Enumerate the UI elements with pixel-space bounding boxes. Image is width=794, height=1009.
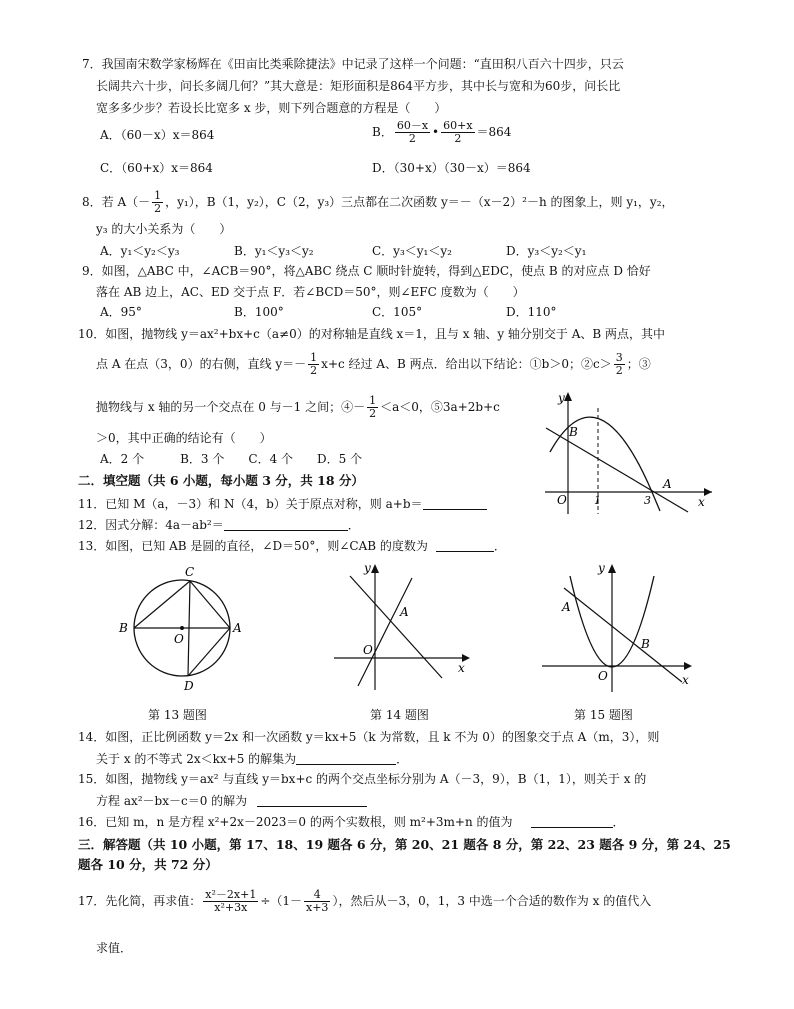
q12-answer-blank[interactable] <box>224 518 348 531</box>
fig14-caption: 第 14 题图 <box>370 708 429 722</box>
q10-options: A．2 个 B．3 个 C．4 个 D．5 个 <box>100 452 363 466</box>
q10-fig-3-label: 3 <box>644 494 651 507</box>
q17-line1: 17．先化简，再求值： $\frac{\text{x²－2x+1}}{\text{x²+3x}}$ ÷（1－ $\frac{4}{x+3}$ ），然后从－3，0，1，3 中选一个合适的数作为 x 的值代入 <box>78 888 652 914</box>
q7-line2: 长阔共六十步，问长多阔几何？”其大意是：矩形面积是864平方步，其中长与宽和为60步，问长比 <box>96 79 621 93</box>
q10-fig-x-label: x <box>698 495 705 509</box>
q10-line2: 点 A 在点（3，0）的右侧，直线 y＝－ $\frac{1}{2}$ x+c 经过 A、B 两点．给出以下结论：①b＞0；②c＞ $\frac{3}{2}$ ；③ <box>96 351 651 377</box>
q9-line1: 9．如图，△ABC 中，∠ACB＝90°，将△ABC 绕点 C 顺时针旋转，得到△EDC，使点 B 的对应点 D 恰好 <box>82 264 651 278</box>
q7-option-c: C．（60+x）x＝864 <box>100 161 213 175</box>
q7-option-b: B． $\frac{60-x}{2}$ • $\frac{60+x}{2}$ ＝864 <box>372 119 512 145</box>
q8-option-b: B．y₁＜y₃＜y₂ <box>234 244 314 258</box>
fig14-A-label: A <box>400 605 409 619</box>
fig14-x-label: x <box>458 661 465 675</box>
q15-line2: 方程 ax²－bx－c＝0 的解为 <box>96 793 367 809</box>
fig14-O-label: O <box>363 643 373 657</box>
fig13-D-label: D <box>184 679 194 693</box>
fig13-A-label: A <box>233 621 242 635</box>
q8-option-d: D．y₃＜y₂＜y₁ <box>506 244 587 258</box>
fig14-y-label: y <box>364 561 371 575</box>
q13-answer-blank[interactable] <box>436 539 494 552</box>
q8-option-a: A．y₁＜y₂＜y₃ <box>100 244 180 258</box>
q10-line3: 抛物线与 x 轴的另一个交点在 0 与－1 之间；④－ $\frac{1}{2}$ ＜a＜0，⑤3a+2b+c <box>96 394 500 420</box>
q10-line4: ＞0，其中正确的结论有（ ） <box>96 431 272 445</box>
fig15-O-label: O <box>598 669 608 683</box>
fig15-x-label: x <box>682 673 689 687</box>
q7-option-d: D．（30+x）（30－x）＝864 <box>372 161 531 175</box>
q10-fig-1-label: 1 <box>594 494 601 507</box>
q8-line2: y₃ 的大小关系为（ ） <box>96 222 232 236</box>
fig13-O-label: O <box>174 632 184 646</box>
q9-option-a: A．95° <box>100 305 142 319</box>
q10-line1: 10．如图，抛物线 y＝ax²+bx+c（a≠0）的对称轴是直线 x＝1，且与 x 轴、y 轴分别交于 A、B 两点，其中 <box>78 327 666 341</box>
fig15-B-label: B <box>641 637 650 651</box>
fig13-caption: 第 13 题图 <box>148 708 207 722</box>
fig13-C-label: C <box>185 565 195 579</box>
q17-line2: 求值． <box>96 941 133 955</box>
q7-line1: 7．我国南宋数学家杨辉在《田亩比类乘除捷法》中记录了这样一个问题：“直田积八百六十四步，只云 <box>82 57 624 71</box>
section-3-heading-line1: 三．解答题（共 10 小题，第 17、18、19 题各 6 分，第 20、21 题各 8 分，第 22、23 题各 9 分，第 24、25 <box>78 837 731 852</box>
q10-fig-A-label: A <box>663 477 672 491</box>
q9-line2: 落在 AB 边上，AC、ED 交于点 F．若∠BCD＝50°，则∠EFC 度数为（ ） <box>96 285 525 299</box>
q10-parabola-figure <box>540 386 720 516</box>
fig13-circle-figure <box>112 566 252 696</box>
q9-option-c: C．105° <box>372 305 423 319</box>
q15-answer-blank[interactable] <box>257 794 367 807</box>
fig13-B-label: B <box>119 621 128 635</box>
q9-option-d: D．110° <box>506 305 557 319</box>
q14-line1: 14．如图，正比例函数 y＝2x 和一次函数 y＝kx+5（k 为常数，且 k 不为 0）的图象交于点 A（m，3），则 <box>78 730 660 744</box>
section-3-heading-line2: 题各 10 分，共 72 分） <box>78 857 218 872</box>
q16: 16．已知 m，n 是方程 x²+2x－2023＝0 的两个实数根，则 m²+3m+n 的值为 ． <box>78 815 625 829</box>
q7-option-a: A．（60－x）x＝864 <box>100 128 215 142</box>
q11: 11．已知 M（a，－3）和 N（4，b）关于原点对称，则 a+b＝ <box>78 496 487 512</box>
q10-fig-O-label: O <box>557 493 567 507</box>
q14-line2: 关于 x 的不等式 2x＜kx+5 的解集为 ． <box>96 752 409 766</box>
q16-answer-blank[interactable] <box>531 815 613 828</box>
q7-line3: 宽多多少步？若设长比宽多 x 步，则下列合题意的方程是（ ） <box>96 101 447 115</box>
q8-option-c: C．y₃＜y₁＜y₂ <box>372 244 452 258</box>
q11-answer-blank[interactable] <box>423 497 487 510</box>
fig14-lines-figure <box>330 558 480 698</box>
q10-fig-y-label: y <box>558 391 565 405</box>
fig15-y-label: y <box>598 561 605 575</box>
fig15-caption: 第 15 题图 <box>574 708 633 722</box>
fig15-parabola-figure <box>540 558 700 698</box>
q12: 12．因式分解：4a－ab²＝ ． <box>78 518 360 532</box>
q8-line1: 8．若 A（－ $\frac{1}{2}$ ，y₁），B（1，y₂），C（2，y₃）三点都在二次函数 y＝－（x－2）²－h 的图象上，则 y₁，y₂， <box>82 189 674 215</box>
section-2-heading: 二．填空题（共 6 小题，每小题 3 分，共 18 分） <box>78 473 364 488</box>
fig15-A-label: A <box>562 600 571 614</box>
q9-option-b: B．100° <box>234 305 284 319</box>
q13: 13．如图，已知 AB 是圆的直径，∠D＝50°，则∠CAB 的度数为 ． <box>78 539 506 553</box>
q14-answer-blank[interactable] <box>296 752 396 765</box>
q10-fig-B-label: B <box>569 425 578 439</box>
q15-line1: 15．如图，抛物线 y＝ax² 与直线 y＝bx+c 的两个交点坐标分别为 A（－3，9），B（1，1），则关于 x 的 <box>78 772 647 786</box>
